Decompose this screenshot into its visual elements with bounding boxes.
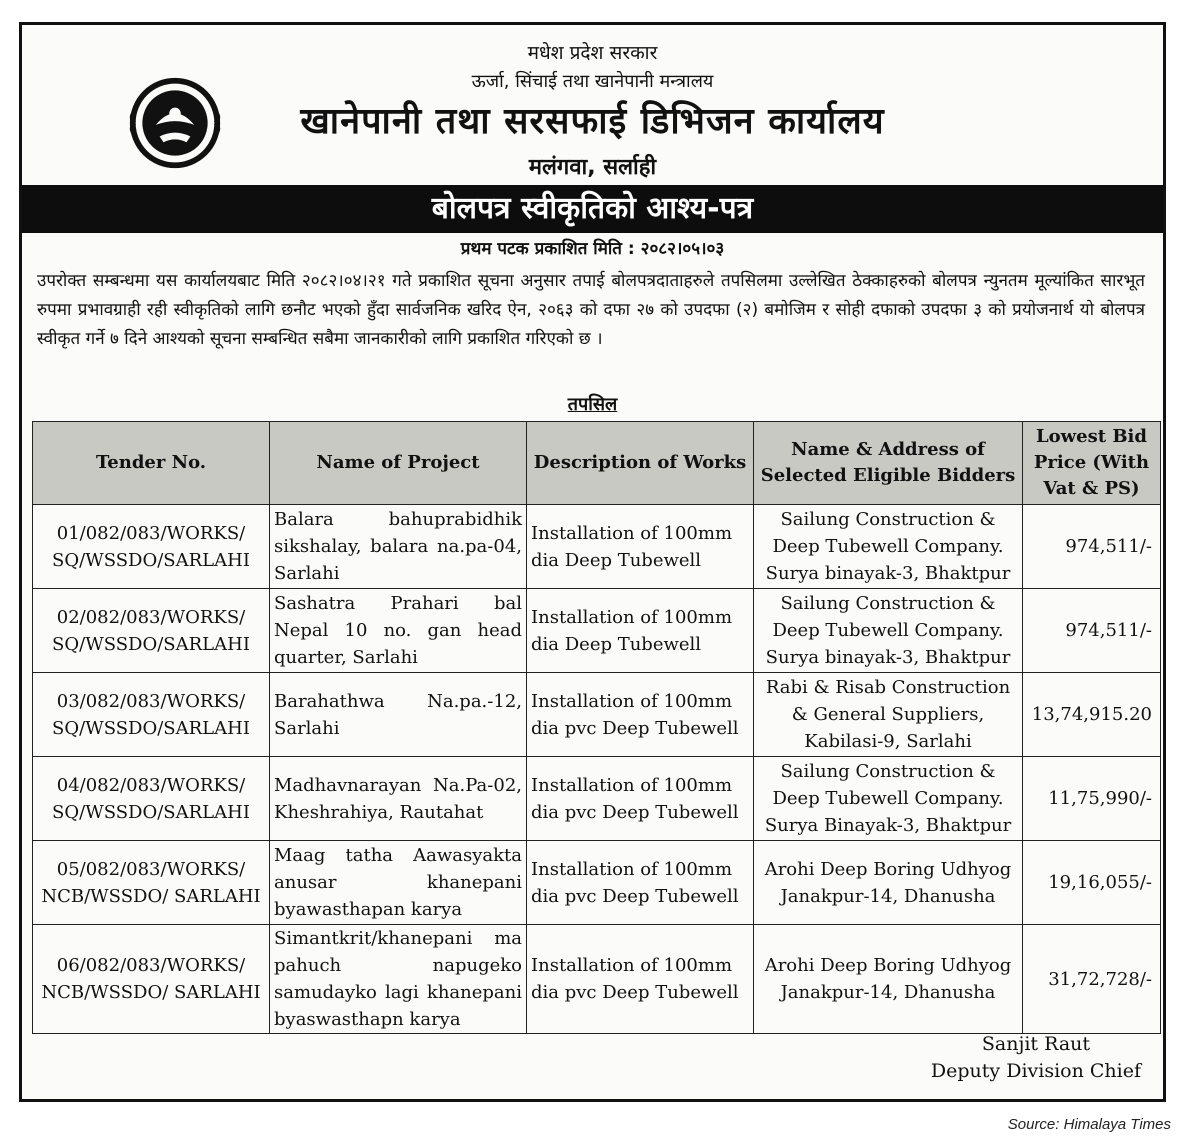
tender-number: 02/082/083/WORKS/ SQ/WSSDO/SARLAHI (33, 589, 270, 673)
table-row (33, 589, 1161, 673)
work-description: Installation of 100mm dia pvc Deep Tubewell (527, 841, 754, 925)
tender-number: 06/082/083/WORKS/ NCB/WSSDO/ SARLAHI (33, 925, 270, 1034)
table-row (33, 757, 1161, 841)
table-row (33, 673, 1161, 757)
work-description: Installation of 100mm dia pvc Deep Tubewell (527, 925, 754, 1034)
bid-price: 13,74,915.20 (1023, 673, 1161, 757)
bidder-name-address: Sailung Construction & Deep Tubewell Company. Surya Binayak-3, Bhaktpur (754, 757, 1023, 841)
government-name: मधेश प्रदेश सरकार (527, 42, 658, 64)
table-row (33, 925, 1161, 1034)
tender-number: 05/082/083/WORKS/ NCB/WSSDO/ SARLAHI (33, 841, 270, 925)
bid-price: 974,511/- (1023, 589, 1161, 673)
publication-date: प्रथम पटक प्रकाशित मिति : २०८२।०५।०३ (460, 239, 725, 259)
project-name: Balara bahuprabidhik sikshalay, balara na.pa-04, Sarlahi (270, 505, 527, 589)
project-name: Sashatra Prahari bal Nepal 10 no. gan head quarter, Sarlahi (270, 589, 527, 673)
schedule-heading-label: तपसिल (567, 394, 618, 415)
office-name: खानेपानी तथा सरसफाई डिभिजन कार्यालय (300, 101, 885, 142)
bid-price: 974,511/- (1023, 505, 1161, 589)
notice-body-text: उपरोक्त सम्बन्धमा यस कार्यालयबाट मिति २०८२।०४।२१ गते प्रकाशित सूचना अनुसार तपाई बोलपत्रदाताहरुले तपसिलमा उल्लेखित ठेक्काहरुको बोलपत्र न्युनतम मूल्यांकित सारभूत रुपमा प्रभावग्राही रही स्वीकृतिको लागि छनौट भएको हुँदा सार्वजनिक खरिद ऐन, २०६३ को दफा २७ को उपदफा (२) बमोजिम र सोही दफाको उपदफा ३ को प्रयोजनार्थ यो बोलपत्र स्वीकृत गर्ने ७ दिने आश्यको सूचना सम्बन्धित सबैमा जानकारीको लागि प्रकाशित गरिएको छ । (37, 271, 1145, 349)
bid-price: 31,72,728/- (1023, 925, 1161, 1034)
project-name: Madhavnarayan Na.Pa-02, Kheshrahiya, Rautahat (270, 757, 527, 841)
header-tender-no: Tender No. (33, 422, 270, 505)
bidder-name-address: Sailung Construction & Deep Tubewell Company. Surya binayak-3, Bhaktpur (754, 505, 1023, 589)
header-bidder: Name & Address of Selected Eligible Bidders (754, 422, 1023, 505)
tender-notice (19, 22, 1166, 1102)
work-description: Installation of 100mm dia pvc Deep Tubewell (527, 757, 754, 841)
schedule-heading (22, 392, 1163, 416)
tender-table (32, 421, 1161, 1034)
office-location: मलंगवा, सर्लाही (528, 155, 657, 180)
table-row (33, 841, 1161, 925)
project-name: Maag tatha Aawasyakta anusar khanepani byawasthapan karya (270, 841, 527, 925)
bidder-name-address: Rabi & Risab Construction & General Suppliers, Kabilasi-9, Sarlahi (754, 673, 1023, 757)
tender-number: 01/082/083/WORKS/ SQ/WSSDO/SARLAHI (33, 505, 270, 589)
tender-number: 04/082/083/WORKS/ SQ/WSSDO/SARLAHI (33, 757, 270, 841)
tender-number: 03/082/083/WORKS/ SQ/WSSDO/SARLAHI (33, 673, 270, 757)
signatory-name: Sanjit Raut (981, 1033, 1091, 1055)
signatory-title: Deputy Division Chief (930, 1060, 1141, 1082)
work-description: Installation of 100mm dia Deep Tubewell (527, 505, 754, 589)
project-name: Simantkrit/khanepani ma pahuch napugeko samudayko lagi khanepani byaswasthapn karya (270, 925, 527, 1034)
notice-title: बोलपत्र स्वीकृतिको आश्य-पत्र (22, 185, 1163, 233)
bidder-name-address: Arohi Deep Boring Udhyog Janakpur-14, Dhanusha (754, 925, 1023, 1034)
work-description: Installation of 100mm dia pvc Deep Tubewell (527, 673, 754, 757)
table-row (33, 505, 1161, 589)
header-project-name: Name of Project (270, 422, 527, 505)
signature-block (931, 1031, 1141, 1085)
bidder-name-address: Arohi Deep Boring Udhyog Janakpur-14, Dhanusha (754, 841, 1023, 925)
project-name: Barahathwa Na.pa.-12, Sarlahi (270, 673, 527, 757)
bid-price: 19,16,055/- (1023, 841, 1161, 925)
bid-price: 11,75,990/- (1023, 757, 1161, 841)
work-description: Installation of 100mm dia Deep Tubewell (527, 589, 754, 673)
source-credit: Source: Himalaya Times (1007, 1116, 1171, 1133)
table-header-row (33, 422, 1161, 505)
header-price: Lowest Bid Price (With Vat & PS) (1023, 422, 1161, 505)
ministry-name: ऊर्जा, सिंचाई तथा खानेपानी मन्त्रालय (471, 71, 714, 92)
header-description: Description of Works (527, 422, 754, 505)
bidder-name-address: Sailung Construction & Deep Tubewell Company. Surya binayak-3, Bhaktpur (754, 589, 1023, 673)
